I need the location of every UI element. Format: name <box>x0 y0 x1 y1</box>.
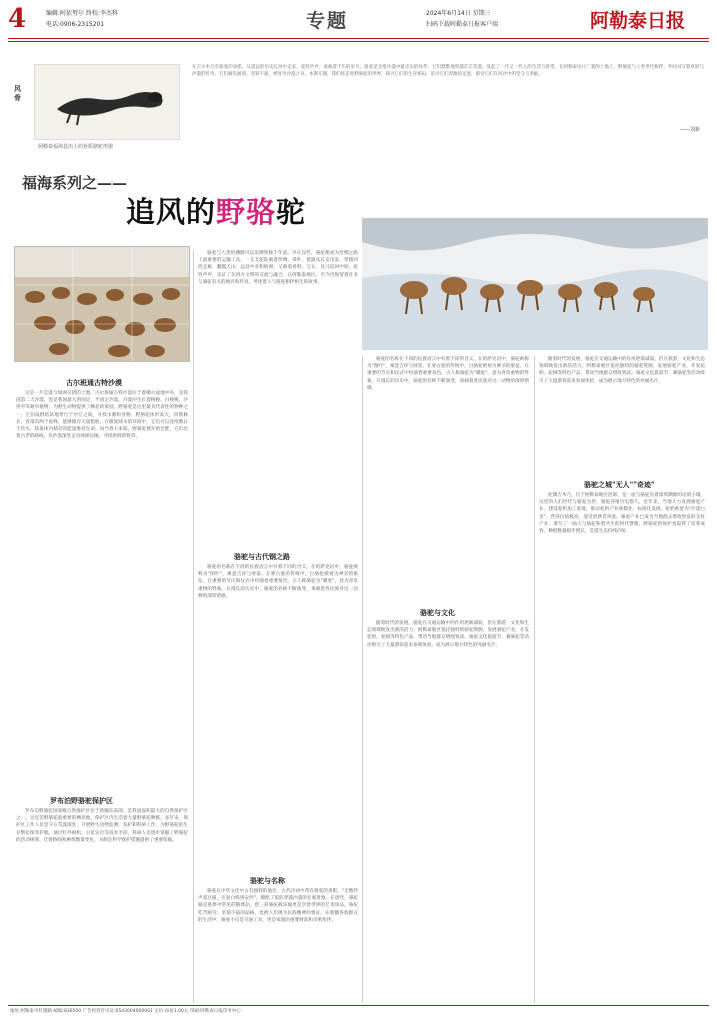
header-rule <box>8 38 709 39</box>
footer-rule <box>8 1005 709 1006</box>
scan-line: 扫码下载阿勒泰日报客户端 <box>426 21 499 28</box>
intro-text: 在吉尔木乃有骆驼的身影，从遥远的历史长河中走来，驼铃声声，承载着千年的岁月。骆驼是戈壁沙漠中最忠实的伙伴，它们默默地穿越茫茫荒漠，驮起了一代又一代人的生活与希望。在阿勒泰这片广袤的土地上，野骆驼与人类世代相伴，共同书写着草原与沙漠的传奇。它们耐饥耐渴、坚韧不拔，被誉为沙漠之舟。本期专题，我们将走进野骆驼的世界，探寻它们的生存密码，追寻它们奔跑的足迹，感受它们在风沙中的坚守与勇敢。 <box>192 65 704 77</box>
editor-info <box>46 8 118 30</box>
editor-line: 编辑:阿依努尔 终校:李杰科 <box>46 10 118 17</box>
wild-camels-snow-photo <box>362 218 708 350</box>
date-info <box>426 8 498 30</box>
column-sign: 风骨 <box>14 84 21 102</box>
column-4-text: 骆驼的名称在不同的民族语言中有着不同的含义。在哈萨克语中，骆驼被称为"图叶"，寓意吉祥与财富。在蒙古族的传统中，白骆驼被视为神圣的象征，在重要的节庆和仪式中扮演着重要角色。古人称骆驼为"橐驼"，意为背负重物的牲畜。在漫长的历史中，骆驼的名称不断演变，承载着各民族对这一动物的深厚情感。 <box>367 357 529 391</box>
section-title: 专题 <box>306 10 349 32</box>
column-7-text: 驼城吉木乃，位于阿勒泰地区西部，是一座与骆驼有着深厚渊源的边境小城。这里的人们世代与骆驼为伴，骆驼养殖历史悠久。近年来，当地大力发展骆驼产业，建设驼奶加工基地，推动驼奶产业规模化、标准化发展。驼奶被誉为"沙漠白金"，营养价值极高，深受消费者喜爱。骆驼产业已成为当地群众增收致富的支柱产业，谱写了一曲人与骆驼和谐共生的时代赞歌。野骆驼的保护也取得了显著成效，种群数量稳步增长，荒漠生态持续向好。 <box>539 493 705 535</box>
column-rule <box>193 250 194 1002</box>
title-part2: 野骆 <box>216 195 277 229</box>
subhead-5: 骆驼与名称 <box>250 876 285 885</box>
subhead-2: 罗布泊野骆驼保护区 <box>50 796 113 805</box>
date-line: 2024年6月14日 星期三 <box>426 10 491 17</box>
title-part3: 驼 <box>276 195 307 229</box>
phone-line: 电话:0906-2315201 <box>46 21 105 28</box>
subhead-3: 骆驼与古代钢之路 <box>234 552 290 561</box>
column-rule <box>362 356 363 1002</box>
column-3b-text: 骆驼的名称在不同的民族语言中有着不同的含义。在哈萨克语中，骆驼被称为"图叶"，寓意吉祥与财富。在蒙古族的传统中，白骆驼被视为神圣的象征，在重要的节庆和仪式中扮演着重要角色。古人称骆驼为"橐驼"，意为背负重物的牲畜。在漫长的历史中，骆驼的名称不断演变，承载着各民族对这一动物的深厚情感。 <box>198 565 358 599</box>
column-3-text: 骆驼与人类的渊源可以追溯到数千年前。早在汉代，骆驼便成为丝绸之路上最重要的运输工具。一支支驼队载着丝绸、茶叶、瓷器从长安出发，穿越河西走廊，翻越天山，远赴中亚和欧洲；又载着香料、宝石、良马返回中原。驼铃声声，见证了东西方文明的交流与融合。在阿勒泰地区，至今仍保留着许多与骆驼有关的地名和传说，讲述着人与骆驼相伴相生的故事。 <box>198 251 358 285</box>
column-1-text: 这是一片荒漠与绿洲交错的土地。古尔班通古特沙漠位于准噶尔盆地中央，是我国第二大沙漠，也是我国最大的固定、半固定沙漠。沙漠中生长着梭梭、白梭梭、沙拐枣等耐旱植物，为野生动物提供了栖息的家园。野骆驼是这里最具代表性的物种之一，它们成群结队地穿行于沙丘之间，寻找水源和食物。野骆驼体形高大，四肢修长，背部有两个驼峰，能够储存大量脂肪。在极度缺水的环境中，它们可以连续数日不饮水，依靠体内储存的能量维持生命。每当春天来临，野骆驼便开始迁徙，它们沿着古老的路线，从沙漠深处走向绿洲边缘，寻找新鲜的牧草。 <box>16 391 188 440</box>
column-2-text: 罗布泊野骆驼国家级自然保护区位于新疆东南部，是我国面积最大的自然保护区之一。这里是野骆驼最重要的栖息地，保护区内生活着大量野骆驼种群。多年来，保护区工作人员坚守在荒漠深处，开展野生动物监测、巡护和科研工作，为野骆驼的生存繁衍保驾护航。通过红外相机、卫星定位等技术手段，科研人员逐步掌握了野骆驼的活动规律、迁徙路线和种群数量变化，为制定科学保护措施提供了重要依据。 <box>16 809 188 843</box>
paper-logo: 阿勒泰日报 <box>590 10 686 32</box>
intro-signature: ——刘新 <box>680 127 701 133</box>
artifact-image <box>34 64 180 140</box>
camel-herd-photo <box>14 246 190 362</box>
subhead-6: 骆驼之城"无人""奇迹" <box>584 480 655 489</box>
main-title <box>126 190 306 231</box>
column-7a-text: 随着时代的发展，骆驼在交通运输中的作用逐渐减弱，但在旅游、文化和生态领域焕发出新的活力。阿勒泰地区依托独特的骆驼资源，发展骆驼产业，开发驼奶、驼绒等特色产品，带动当地群众增收致富。骆驼文化旅游节、赛骆驼等活动吸引了大量游客前来参观体验，成为展示地方特色的亮丽名片。 <box>539 357 705 384</box>
subhead-4: 骆驼与文化 <box>420 608 455 617</box>
page-number: 4 <box>8 4 27 34</box>
header-rule-thin <box>8 41 709 42</box>
subhead-1: 古尔班通古特沙漠 <box>66 378 122 387</box>
column-6-text: 随着时代的发展，骆驼在交通运输中的作用逐渐减弱，但在旅游、文化和生态领域焕发出新的活力。阿勒泰地区依托独特的骆驼资源，发展骆驼产业，开发驼奶、驼绒等特色产品，带动当地群众增收致富。骆驼文化旅游节、赛骆驼等活动吸引了大量游客前来参观体验，成为展示地方特色的亮丽名片。 <box>367 621 529 648</box>
column-rule <box>534 356 535 1002</box>
artifact-caption: 阿勒泰福海县出土的骨质骆驼形器 <box>38 144 114 150</box>
column-5-text: 骆驼在中华文化中占有独特的地位。古代诗词中常有骆驼的身影，"无数铃声遥过碛，应驮白练到安西"，描绘了驼队穿越沙漠的壮观景象。在唐代，骆驼俑是墓葬中常见的随葬品，唐三彩骆驼载乐俑更是享誉世界的艺术珍品。骆驼吃苦耐劳、坚韧不拔的品格，也被人们视为民族精神的象征。在新疆各族群众的生活中，骆驼不仅是交通工具，更是家庭的重要财富和亲密伙伴。 <box>198 889 358 923</box>
series-title: 福海系列之—— <box>22 174 128 192</box>
footer-info: 地址:阿勒泰市红墩路 邮编:836500 广告经营许可证:6543004000001 定价:每份1.00元 印刷:阿勒泰日报印务中心 <box>10 1009 241 1014</box>
page-header <box>0 0 717 42</box>
title-part1: 追风的 <box>126 195 217 229</box>
